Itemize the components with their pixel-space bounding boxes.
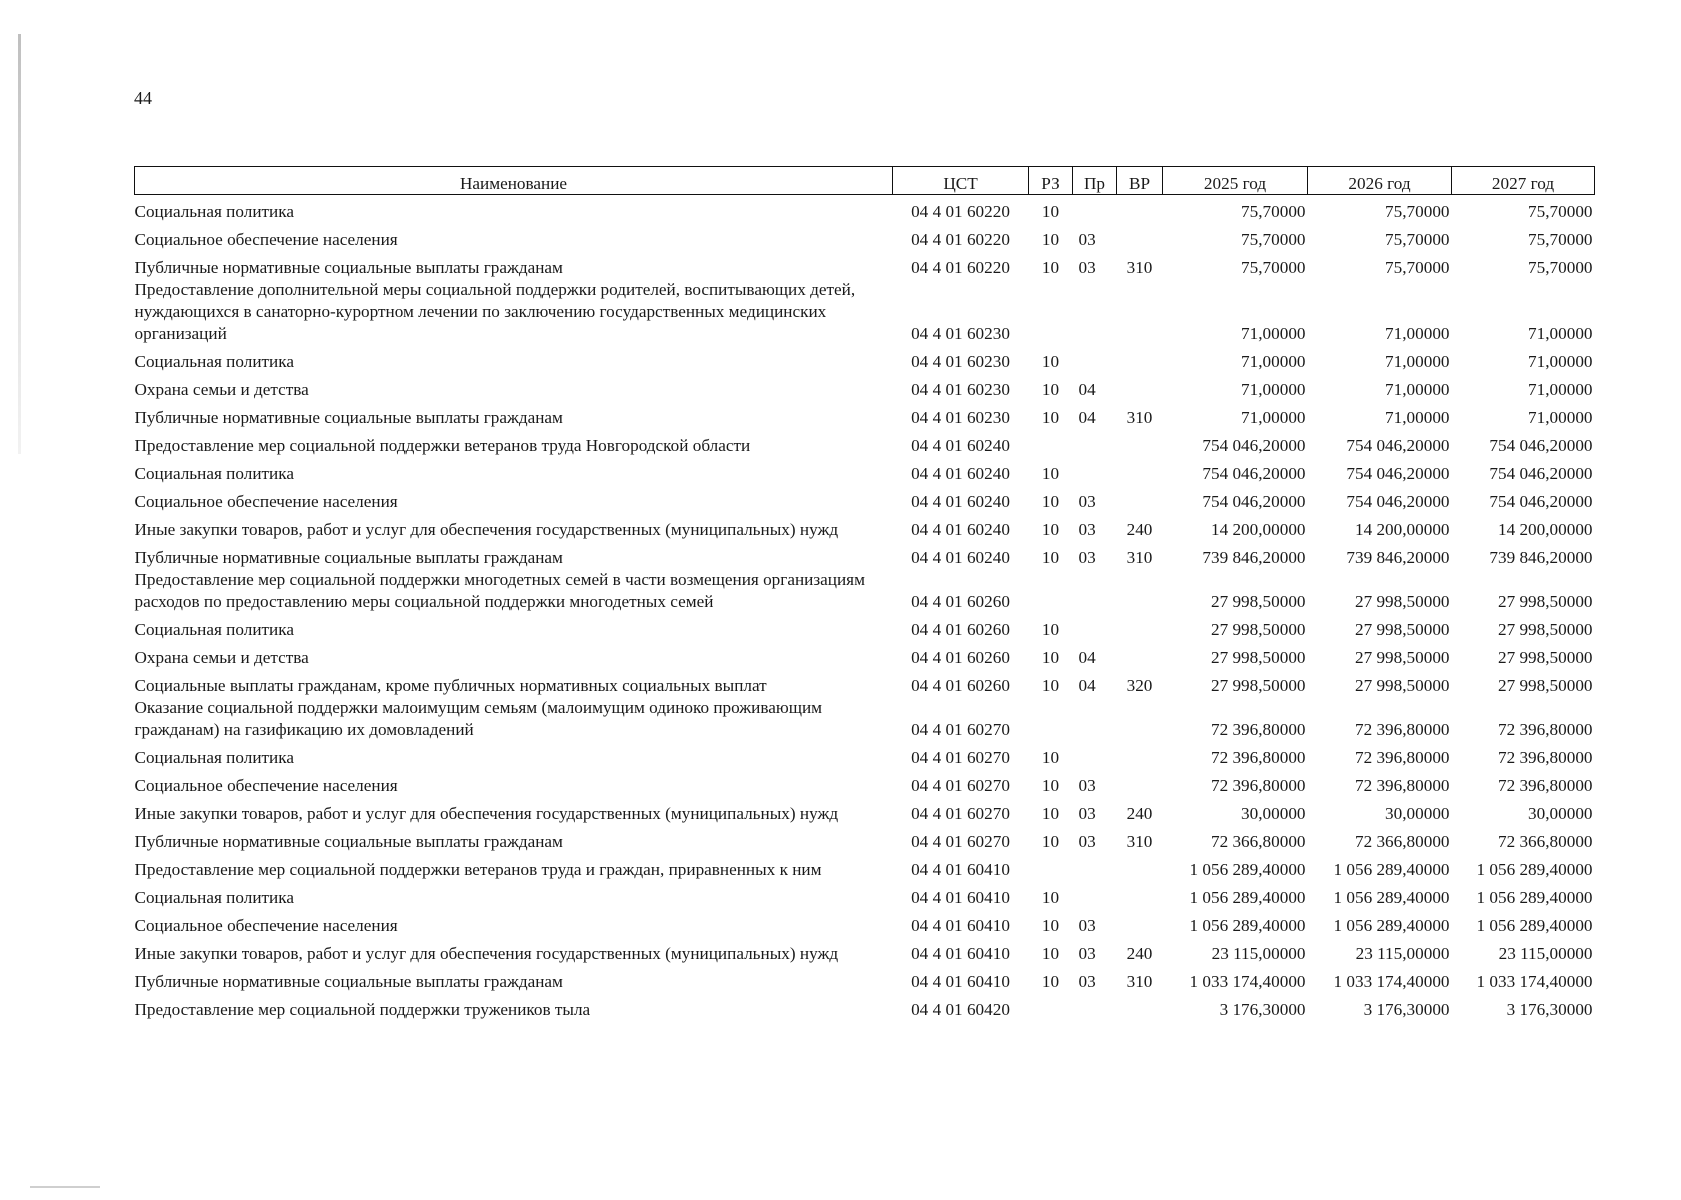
cell-2026: 739 846,20000 (1346, 548, 1450, 567)
cell-2027: 739 846,20000 (1489, 548, 1593, 567)
cell-name: Социальное обеспечение населения (134, 916, 398, 935)
cell-rz: 10 (1041, 916, 1060, 935)
cell-rz: 10 (1041, 258, 1060, 277)
cell-vr: 310 (1126, 832, 1153, 851)
cell-rz (1029, 993, 1073, 1021)
cell-2027: 1 056 289,40000 (1476, 888, 1593, 907)
cell-2025: 71,00000 (1241, 380, 1306, 399)
table-row (135, 909, 1595, 937)
cell-2027: 754 046,20000 (1489, 492, 1593, 511)
page-number: 44 (134, 88, 152, 108)
cell-rz: 10 (1041, 620, 1060, 639)
table-row (135, 345, 1595, 373)
cell-2026: 1 056 289,40000 (1333, 860, 1450, 879)
cell-2027: 72 396,80000 (1497, 748, 1593, 767)
cell-vr (1117, 697, 1163, 741)
cell-vr (1117, 881, 1163, 909)
cell-vr (1117, 853, 1163, 881)
cell-2026: 754 046,20000 (1346, 464, 1450, 483)
cell-name: Иные закупки товаров, работ и услуг для обеспечения государственных (муниципальных) нужд (134, 520, 839, 539)
cell-rz: 10 (1041, 408, 1060, 427)
cell-2026: 27 998,50000 (1354, 676, 1450, 695)
cell-cst: 04 4 01 60240 (911, 520, 1010, 539)
cell-2025: 739 846,20000 (1202, 548, 1306, 567)
cell-2027: 72 396,80000 (1497, 776, 1593, 795)
cell-pr: 03 (1078, 258, 1096, 277)
cell-cst: 04 4 01 60240 (911, 492, 1010, 511)
cell-rz: 10 (1041, 648, 1060, 667)
cell-2025: 754 046,20000 (1202, 492, 1306, 511)
cell-2025: 27 998,50000 (1210, 676, 1306, 695)
cell-2027: 27 998,50000 (1497, 592, 1593, 611)
cell-cst: 04 4 01 60270 (911, 804, 1010, 823)
cell-2025: 71,00000 (1241, 324, 1306, 343)
cell-name: Предоставление мер социальной поддержки тружеников тыла (134, 1000, 591, 1019)
cell-2025: 72 396,80000 (1210, 776, 1306, 795)
cell-name: Оказание социальной поддержки малоимущим семьям (малоимущим одиноко проживающим гражданам) на газификацию их домовладений (134, 698, 823, 739)
cell-2027: 75,70000 (1528, 230, 1593, 249)
cell-rz: 10 (1041, 380, 1060, 399)
cell-vr: 240 (1126, 520, 1153, 539)
cell-rz: 10 (1041, 776, 1060, 795)
cell-name: Предоставление дополнительной меры социальной поддержки родителей, воспитывающих детей, нуждающихся в санаторно-курортном лечении по заключению государственных медицинских организаций (134, 280, 856, 343)
cell-vr (1117, 373, 1163, 401)
cell-2025: 1 056 289,40000 (1189, 888, 1306, 907)
cell-vr (1117, 769, 1163, 797)
table-row (135, 825, 1595, 853)
table-row (135, 697, 1595, 741)
cell-rz: 10 (1041, 548, 1060, 567)
cell-rz: 10 (1041, 832, 1060, 851)
cell-2026: 72 396,80000 (1354, 720, 1450, 739)
table-row (135, 641, 1595, 669)
cell-2026: 75,70000 (1385, 202, 1450, 221)
cell-vr (1117, 909, 1163, 937)
cell-rz: 10 (1041, 230, 1060, 249)
cell-2025: 27 998,50000 (1210, 592, 1306, 611)
table-row (135, 429, 1595, 457)
cell-pr: 03 (1078, 492, 1096, 511)
cell-2026: 27 998,50000 (1354, 592, 1450, 611)
cell-2027: 71,00000 (1528, 408, 1593, 427)
cell-pr: 03 (1078, 944, 1096, 963)
cell-2025: 1 056 289,40000 (1189, 916, 1306, 935)
cell-2025: 75,70000 (1241, 202, 1306, 221)
table-row (135, 613, 1595, 641)
cell-2026: 1 056 289,40000 (1333, 916, 1450, 935)
cell-name: Социальная политика (134, 888, 294, 907)
cell-rz: 10 (1041, 944, 1060, 963)
cell-2027: 754 046,20000 (1489, 436, 1593, 455)
cell-pr (1073, 993, 1117, 1021)
cell-2027: 14 200,00000 (1497, 520, 1593, 539)
cell-2026: 71,00000 (1385, 324, 1450, 343)
cell-cst: 04 4 01 60410 (911, 860, 1010, 879)
cell-pr (1073, 613, 1117, 641)
cell-2027: 72 366,80000 (1497, 832, 1593, 851)
cell-2026: 3 176,30000 (1363, 1000, 1450, 1019)
cell-2025: 14 200,00000 (1210, 520, 1306, 539)
cell-rz: 10 (1041, 748, 1060, 767)
cell-2025: 1 056 289,40000 (1189, 860, 1306, 879)
cell-2026: 71,00000 (1385, 408, 1450, 427)
cell-pr (1073, 697, 1117, 741)
cell-pr: 03 (1078, 972, 1096, 991)
cell-rz: 10 (1041, 202, 1060, 221)
cell-name: Социальная политика (134, 620, 294, 639)
cell-cst: 04 4 01 60410 (911, 972, 1010, 991)
cell-cst: 04 4 01 60260 (911, 648, 1010, 667)
column-header-2025: 2025 год (1163, 167, 1308, 195)
cell-vr (1117, 345, 1163, 373)
cell-2025: 27 998,50000 (1210, 620, 1306, 639)
cell-vr: 310 (1126, 258, 1153, 277)
cell-cst: 04 4 01 60410 (911, 916, 1010, 935)
cell-cst: 04 4 01 60230 (911, 380, 1010, 399)
cell-2025: 72 366,80000 (1210, 832, 1306, 851)
cell-2026: 71,00000 (1385, 352, 1450, 371)
table-row (135, 769, 1595, 797)
cell-2026: 75,70000 (1385, 230, 1450, 249)
scan-edge-mark (30, 1186, 100, 1188)
cell-cst: 04 4 01 60270 (911, 720, 1010, 739)
cell-2026: 27 998,50000 (1354, 620, 1450, 639)
cell-vr (1117, 993, 1163, 1021)
cell-rz: 10 (1041, 804, 1060, 823)
cell-2026: 27 998,50000 (1354, 648, 1450, 667)
cell-rz (1029, 569, 1073, 613)
cell-2026: 14 200,00000 (1354, 520, 1450, 539)
cell-name: Предоставление мер социальной поддержки ветеранов труда и граждан, приравненных к ним (134, 860, 822, 879)
cell-name: Публичные нормативные социальные выплаты гражданам (134, 548, 563, 567)
cell-cst: 04 4 01 60240 (911, 464, 1010, 483)
cell-vr (1117, 641, 1163, 669)
cell-vr (1117, 195, 1163, 224)
table-row (135, 797, 1595, 825)
cell-2025: 75,70000 (1241, 258, 1306, 277)
cell-cst: 04 4 01 60270 (911, 776, 1010, 795)
cell-2025: 30,00000 (1241, 804, 1306, 823)
cell-vr (1117, 569, 1163, 613)
cell-2026: 23 115,00000 (1355, 944, 1450, 963)
cell-2027: 1 056 289,40000 (1476, 916, 1593, 935)
cell-pr: 04 (1078, 408, 1096, 427)
cell-name: Социальная политика (134, 202, 294, 221)
cell-cst: 04 4 01 60230 (911, 408, 1010, 427)
cell-2027: 71,00000 (1528, 380, 1593, 399)
cell-name: Иные закупки товаров, работ и услуг для обеспечения государственных (муниципальных) нужд (134, 944, 839, 963)
cell-cst: 04 4 01 60410 (911, 944, 1010, 963)
cell-name: Предоставление мер социальной поддержки многодетных семей в части возмещения организациям расходов по предоставлению меры социальной поддержки многодетных семей (134, 570, 865, 611)
cell-name: Охрана семьи и детства (134, 648, 309, 667)
cell-2025: 1 033 174,40000 (1189, 972, 1306, 991)
cell-name: Охрана семьи и детства (134, 380, 309, 399)
cell-rz (1029, 429, 1073, 457)
cell-pr: 04 (1078, 648, 1096, 667)
cell-2027: 754 046,20000 (1489, 464, 1593, 483)
cell-2027: 30,00000 (1528, 804, 1593, 823)
cell-cst: 04 4 01 60410 (911, 888, 1010, 907)
cell-rz: 10 (1041, 676, 1060, 695)
cell-2026: 72 396,80000 (1354, 776, 1450, 795)
cell-2025: 27 998,50000 (1210, 648, 1306, 667)
cell-name: Иные закупки товаров, работ и услуг для обеспечения государственных (муниципальных) нужд (134, 804, 839, 823)
table-row (135, 669, 1595, 697)
table-row (135, 881, 1595, 909)
cell-2027: 71,00000 (1528, 352, 1593, 371)
cell-pr: 03 (1078, 520, 1096, 539)
table-row (135, 485, 1595, 513)
cell-rz (1029, 279, 1073, 345)
cell-pr (1073, 569, 1117, 613)
cell-cst: 04 4 01 60420 (911, 1000, 1010, 1019)
cell-pr: 04 (1078, 676, 1096, 695)
cell-pr (1073, 741, 1117, 769)
cell-pr (1073, 853, 1117, 881)
table-row (135, 541, 1595, 569)
column-header-rz: РЗ (1029, 167, 1073, 195)
cell-2025: 23 115,00000 (1211, 944, 1306, 963)
cell-2026: 75,70000 (1385, 258, 1450, 277)
table-row (135, 373, 1595, 401)
cell-pr (1073, 195, 1117, 224)
cell-vr (1117, 457, 1163, 485)
cell-cst: 04 4 01 60270 (911, 748, 1010, 767)
column-header-vr: ВР (1117, 167, 1163, 195)
cell-2026: 72 366,80000 (1354, 832, 1450, 851)
table-row (135, 401, 1595, 429)
table-body (135, 195, 1595, 1022)
cell-2027: 27 998,50000 (1497, 648, 1593, 667)
cell-rz: 10 (1041, 492, 1060, 511)
cell-name: Социальное обеспечение населения (134, 776, 398, 795)
cell-cst: 04 4 01 60220 (911, 230, 1010, 249)
table-row (135, 251, 1595, 279)
cell-vr (1117, 429, 1163, 457)
cell-2025: 71,00000 (1241, 352, 1306, 371)
cell-pr: 03 (1078, 548, 1096, 567)
cell-2026: 72 396,80000 (1354, 748, 1450, 767)
cell-2025: 75,70000 (1241, 230, 1306, 249)
table-row (135, 741, 1595, 769)
cell-cst: 04 4 01 60260 (911, 592, 1010, 611)
cell-vr (1117, 223, 1163, 251)
cell-name: Публичные нормативные социальные выплаты гражданам (134, 408, 563, 427)
cell-2026: 1 033 174,40000 (1333, 972, 1450, 991)
cell-vr (1117, 741, 1163, 769)
table-row (135, 993, 1595, 1021)
cell-vr: 310 (1126, 972, 1153, 991)
cell-pr: 03 (1078, 804, 1096, 823)
table-row (135, 195, 1595, 224)
cell-name: Социальная политика (134, 464, 294, 483)
cell-cst: 04 4 01 60270 (911, 832, 1010, 851)
table-row (135, 853, 1595, 881)
cell-cst: 04 4 01 60240 (911, 436, 1010, 455)
table-row (135, 569, 1595, 613)
cell-2025: 72 396,80000 (1210, 748, 1306, 767)
table-header-row (135, 167, 1595, 195)
cell-cst: 04 4 01 60230 (911, 352, 1010, 371)
cell-vr: 240 (1126, 944, 1153, 963)
cell-2027: 1 033 174,40000 (1476, 972, 1593, 991)
cell-name: Социальная политика (134, 352, 294, 371)
cell-2027: 27 998,50000 (1497, 676, 1593, 695)
cell-2026: 1 056 289,40000 (1333, 888, 1450, 907)
column-header-name: Наименование (135, 167, 893, 195)
cell-name: Социальная политика (134, 748, 294, 767)
cell-pr (1073, 881, 1117, 909)
cell-rz: 10 (1041, 888, 1060, 907)
cell-rz: 10 (1041, 464, 1060, 483)
cell-pr (1073, 279, 1117, 345)
cell-name: Социальное обеспечение населения (134, 492, 398, 511)
cell-rz: 10 (1041, 352, 1060, 371)
cell-2027: 75,70000 (1528, 202, 1593, 221)
cell-2026: 30,00000 (1385, 804, 1450, 823)
cell-name: Предоставление мер социальной поддержки ветеранов труда Новгородской области (134, 436, 751, 455)
cell-vr: 310 (1126, 408, 1153, 427)
cell-pr: 03 (1078, 230, 1096, 249)
cell-vr: 320 (1126, 676, 1153, 695)
cell-2025: 754 046,20000 (1202, 436, 1306, 455)
cell-cst: 04 4 01 60260 (911, 620, 1010, 639)
cell-pr: 04 (1078, 380, 1096, 399)
cell-rz: 10 (1041, 972, 1060, 991)
cell-pr (1073, 429, 1117, 457)
table-row (135, 513, 1595, 541)
cell-2027: 71,00000 (1528, 324, 1593, 343)
cell-cst: 04 4 01 60230 (911, 324, 1010, 343)
table-row (135, 965, 1595, 993)
cell-2027: 75,70000 (1528, 258, 1593, 277)
cell-2027: 72 396,80000 (1497, 720, 1593, 739)
budget-table (134, 166, 1595, 1021)
cell-2025: 71,00000 (1241, 408, 1306, 427)
table-row (135, 937, 1595, 965)
cell-2025: 72 396,80000 (1210, 720, 1306, 739)
cell-rz (1029, 697, 1073, 741)
column-header-cst: ЦСТ (893, 167, 1029, 195)
cell-cst: 04 4 01 60220 (911, 202, 1010, 221)
cell-vr (1117, 485, 1163, 513)
cell-vr (1117, 613, 1163, 641)
table-row (135, 457, 1595, 485)
cell-2027: 23 115,00000 (1498, 944, 1593, 963)
cell-cst: 04 4 01 60260 (911, 676, 1010, 695)
cell-pr: 03 (1078, 916, 1096, 935)
cell-pr (1073, 457, 1117, 485)
cell-pr: 03 (1078, 832, 1096, 851)
cell-2025: 3 176,30000 (1219, 1000, 1306, 1019)
cell-cst: 04 4 01 60240 (911, 548, 1010, 567)
cell-2027: 3 176,30000 (1506, 1000, 1593, 1019)
column-header-2026: 2026 год (1308, 167, 1452, 195)
cell-pr (1073, 345, 1117, 373)
cell-vr (1117, 279, 1163, 345)
cell-pr: 03 (1078, 776, 1096, 795)
cell-name: Публичные нормативные социальные выплаты гражданам (134, 258, 563, 277)
cell-cst: 04 4 01 60220 (911, 258, 1010, 277)
table-row (135, 279, 1595, 345)
column-header-2027: 2027 год (1452, 167, 1595, 195)
cell-name: Социальные выплаты гражданам, кроме публичных нормативных социальных выплат (134, 676, 767, 695)
cell-2026: 754 046,20000 (1346, 492, 1450, 511)
cell-name: Публичные нормативные социальные выплаты гражданам (134, 972, 563, 991)
cell-rz: 10 (1041, 520, 1060, 539)
cell-name: Социальное обеспечение населения (134, 230, 398, 249)
cell-2026: 754 046,20000 (1346, 436, 1450, 455)
cell-2026: 71,00000 (1385, 380, 1450, 399)
cell-name: Публичные нормативные социальные выплаты гражданам (134, 832, 563, 851)
cell-vr: 240 (1126, 804, 1153, 823)
cell-vr: 310 (1126, 548, 1153, 567)
cell-2027: 1 056 289,40000 (1476, 860, 1593, 879)
column-header-pr: Пр (1073, 167, 1117, 195)
cell-2025: 754 046,20000 (1202, 464, 1306, 483)
table-row (135, 223, 1595, 251)
cell-rz (1029, 853, 1073, 881)
scan-edge-shadow (18, 34, 21, 454)
cell-2027: 27 998,50000 (1497, 620, 1593, 639)
